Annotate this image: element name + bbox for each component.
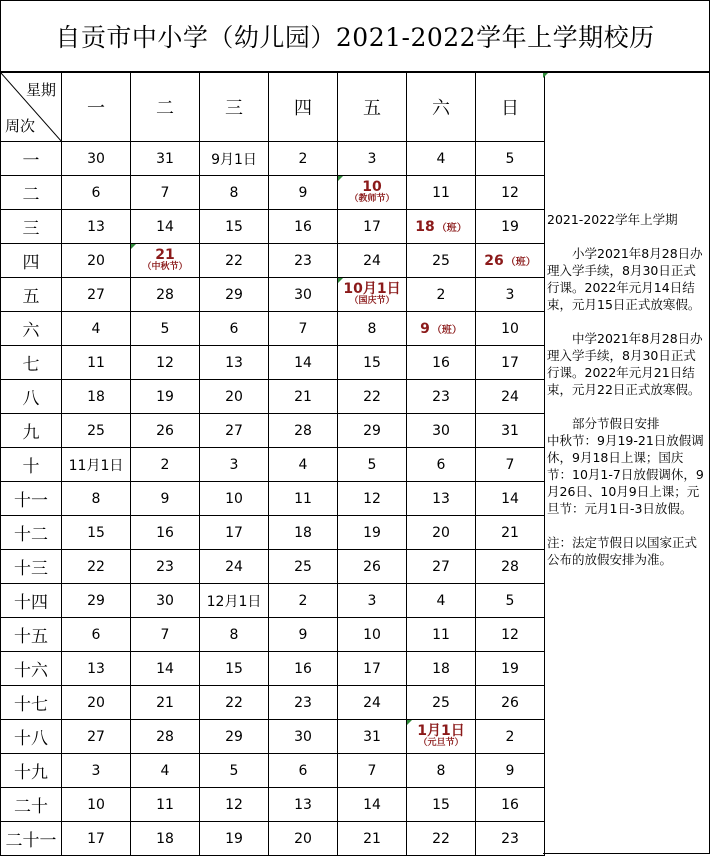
date-cell: 22 (338, 380, 407, 414)
date-value: 1月1日 (417, 723, 465, 740)
week-label: 十二 (1, 516, 62, 550)
week-label: 十六 (1, 652, 62, 686)
date-cell: 8 (200, 176, 269, 210)
date-cell: 16 (269, 652, 338, 686)
weekday-header: 六 (407, 73, 476, 142)
date-cell: 2 (407, 278, 476, 312)
date-cell: 13 (407, 482, 476, 516)
date-cell: 14 (131, 652, 200, 686)
date-cell: 27 (62, 720, 131, 754)
date-cell: 10 (338, 618, 407, 652)
date-cell: 23 (407, 380, 476, 414)
date-cell: 11月1日 (62, 448, 131, 482)
week-label: 六 (1, 312, 62, 346)
date-cell: 21 (338, 822, 407, 856)
date-cell: 11 (62, 346, 131, 380)
date-cell: 25 (62, 414, 131, 448)
date-cell: 12 (200, 788, 269, 822)
date-cell: 22 (407, 822, 476, 856)
date-cell: 4 (131, 754, 200, 788)
date-cell: 14 (476, 482, 545, 516)
date-cell: 22 (200, 244, 269, 278)
date-cell: 28 (131, 278, 200, 312)
date-cell: 6 (62, 618, 131, 652)
date-cell: 17 (62, 822, 131, 856)
date-cell: 3 (200, 448, 269, 482)
date-cell: 7 (338, 754, 407, 788)
date-cell: 17 (338, 210, 407, 244)
week-row (1, 142, 545, 176)
date-value: 9 (420, 320, 430, 337)
week-row (1, 754, 545, 788)
week-row (1, 822, 545, 856)
date-cell: 13 (269, 788, 338, 822)
date-cell: 3 (62, 754, 131, 788)
date-cell: 21 (131, 686, 200, 720)
date-cell: 5 (200, 754, 269, 788)
date-cell: 29 (338, 414, 407, 448)
date-cell: 30 (62, 142, 131, 176)
date-cell: 12 (338, 482, 407, 516)
date-cell (338, 176, 407, 210)
date-cell: 5 (131, 312, 200, 346)
week-row (1, 210, 545, 244)
week-label: 十七 (1, 686, 62, 720)
week-row (1, 312, 545, 346)
date-cell: 5 (338, 448, 407, 482)
date-cell: 26 (338, 550, 407, 584)
week-row (1, 482, 545, 516)
date-cell: 26 (476, 686, 545, 720)
date-cell: 7 (131, 618, 200, 652)
date-cell: 14 (338, 788, 407, 822)
week-row (1, 584, 545, 618)
date-cell: 8 (338, 312, 407, 346)
date-cell: 11 (131, 788, 200, 822)
week-label: 四 (1, 244, 62, 278)
date-cell (407, 720, 476, 754)
week-row (1, 278, 545, 312)
week-label: 三 (1, 210, 62, 244)
week-label: 七 (1, 346, 62, 380)
week-label: 八 (1, 380, 62, 414)
holiday-note: （国庆节） (349, 296, 395, 307)
weekday-header: 二 (131, 73, 200, 142)
date-cell (407, 210, 476, 244)
date-cell: 16 (476, 788, 545, 822)
date-cell: 28 (269, 414, 338, 448)
week-label: 十 (1, 448, 62, 482)
date-cell: 19 (476, 652, 545, 686)
holiday-note: （中秋节） (142, 262, 188, 273)
date-cell: 24 (200, 550, 269, 584)
date-cell: 29 (62, 584, 131, 618)
date-cell: 12 (131, 346, 200, 380)
date-cell: 29 (200, 720, 269, 754)
date-cell (407, 312, 476, 346)
date-cell: 4 (407, 584, 476, 618)
date-cell: 11 (407, 618, 476, 652)
date-cell: 30 (131, 584, 200, 618)
date-value: 21 (155, 247, 175, 264)
cell-marker (407, 720, 412, 725)
corner-week-label: 周次 (5, 117, 36, 135)
notes-text: 2021-2022学年上学期 小学2021年8月28日办理入学手续，8月30日正式行课。2022年元月14日结束，元月15日正式放寒假。 中学2021年8月28日办理入学手续，8月30日正式行课。2022年元月21日结束，元月22日正式放寒假。 部分节假日安排 中秋节：9月19-21日放假调休，9月18日上课；国庆节：10月1-7日放假调休，9月26日、10月9日上课；元旦节：元月1日-3日放假。 注：法定节假日以国家正式公布的放假安排为准。 (547, 212, 704, 567)
date-cell: 5 (476, 142, 545, 176)
date-cell: 24 (338, 686, 407, 720)
corner-weekday-label: 星期 (25, 81, 56, 99)
holiday-note: （元旦节） (418, 738, 464, 749)
date-cell: 27 (407, 550, 476, 584)
cell-marker (338, 278, 343, 283)
date-cell: 23 (269, 686, 338, 720)
date-cell: 4 (269, 448, 338, 482)
header-corner (1, 73, 62, 142)
corner-marker (543, 73, 548, 78)
date-cell: 2 (476, 720, 545, 754)
date-cell: 20 (269, 822, 338, 856)
date-cell: 24 (476, 380, 545, 414)
date-cell: 8 (200, 618, 269, 652)
week-label: 十一 (1, 482, 62, 516)
date-cell: 31 (131, 142, 200, 176)
holiday-date (338, 180, 406, 204)
date-value: 18 (415, 218, 435, 235)
date-cell: 22 (200, 686, 269, 720)
date-cell: 19 (200, 822, 269, 856)
holiday-date (338, 282, 406, 306)
holiday-note: （班） (436, 222, 467, 234)
date-cell: 12 (476, 176, 545, 210)
date-cell: 2 (269, 142, 338, 176)
week-label: 十九 (1, 754, 62, 788)
holiday-date (407, 724, 475, 748)
date-cell: 23 (269, 244, 338, 278)
date-cell: 16 (269, 210, 338, 244)
holiday-date (407, 321, 475, 337)
week-row (1, 346, 545, 380)
week-label: 二十一 (1, 822, 62, 856)
date-cell: 8 (407, 754, 476, 788)
date-cell: 23 (131, 550, 200, 584)
weekday-header: 一 (62, 73, 131, 142)
date-cell: 7 (269, 312, 338, 346)
date-cell: 16 (131, 516, 200, 550)
date-cell: 20 (62, 244, 131, 278)
date-cell: 9月1日 (200, 142, 269, 176)
cell-marker (338, 176, 343, 181)
date-cell: 9 (269, 176, 338, 210)
week-label: 十三 (1, 550, 62, 584)
date-cell: 6 (407, 448, 476, 482)
date-cell: 9 (131, 482, 200, 516)
date-value: 10月1日 (343, 281, 401, 298)
week-label: 十八 (1, 720, 62, 754)
date-cell: 27 (62, 278, 131, 312)
date-cell: 8 (62, 482, 131, 516)
date-cell: 18 (269, 516, 338, 550)
date-value: 26 (484, 252, 504, 269)
calendar-table (0, 72, 545, 856)
weekday-header: 三 (200, 73, 269, 142)
date-cell: 20 (407, 516, 476, 550)
week-row (1, 788, 545, 822)
week-row (1, 176, 545, 210)
date-cell: 14 (269, 346, 338, 380)
date-cell: 22 (62, 550, 131, 584)
date-cell: 15 (200, 210, 269, 244)
date-cell: 9 (476, 754, 545, 788)
date-cell: 29 (200, 278, 269, 312)
week-row (1, 448, 545, 482)
date-cell: 31 (338, 720, 407, 754)
date-cell: 9 (269, 618, 338, 652)
date-cell: 26 (131, 414, 200, 448)
date-cell: 19 (476, 210, 545, 244)
date-cell: 7 (476, 448, 545, 482)
date-cell: 10 (200, 482, 269, 516)
date-cell: 14 (131, 210, 200, 244)
date-cell: 15 (62, 516, 131, 550)
date-cell: 17 (200, 516, 269, 550)
page-title: 自贡市中小学（幼儿园）2021-2022学年上学期校历 (0, 0, 710, 72)
date-cell: 16 (407, 346, 476, 380)
date-cell: 19 (338, 516, 407, 550)
date-cell: 6 (200, 312, 269, 346)
date-cell: 30 (269, 278, 338, 312)
week-label: 九 (1, 414, 62, 448)
week-row (1, 720, 545, 754)
holiday-date (476, 253, 544, 269)
holiday-note: （班） (431, 324, 462, 336)
date-cell: 10 (62, 788, 131, 822)
week-label: 一 (1, 142, 62, 176)
week-row (1, 244, 545, 278)
date-cell: 11 (269, 482, 338, 516)
date-cell: 6 (62, 176, 131, 210)
date-cell: 15 (338, 346, 407, 380)
date-cell: 21 (476, 516, 545, 550)
date-cell: 15 (200, 652, 269, 686)
date-cell: 17 (476, 346, 545, 380)
holiday-note: （教师节） (349, 194, 395, 205)
date-cell: 18 (62, 380, 131, 414)
date-cell: 4 (62, 312, 131, 346)
week-row (1, 652, 545, 686)
date-cell: 15 (407, 788, 476, 822)
date-cell: 17 (338, 652, 407, 686)
date-cell: 24 (338, 244, 407, 278)
date-cell: 30 (407, 414, 476, 448)
week-label: 十五 (1, 618, 62, 652)
date-cell: 2 (131, 448, 200, 482)
date-cell: 4 (407, 142, 476, 176)
date-cell: 28 (476, 550, 545, 584)
holiday-date (407, 219, 475, 235)
week-row (1, 550, 545, 584)
weekday-header: 五 (338, 73, 407, 142)
week-row (1, 686, 545, 720)
date-cell: 12 (476, 618, 545, 652)
date-cell: 10 (476, 312, 545, 346)
holiday-date (131, 248, 199, 272)
date-cell: 18 (131, 822, 200, 856)
date-cell: 6 (269, 754, 338, 788)
date-cell: 3 (338, 142, 407, 176)
date-cell: 31 (476, 414, 545, 448)
date-cell: 13 (62, 652, 131, 686)
date-cell (131, 244, 200, 278)
date-cell: 2 (269, 584, 338, 618)
week-label: 二十 (1, 788, 62, 822)
holiday-note: （班） (505, 256, 536, 268)
date-cell: 21 (269, 380, 338, 414)
date-cell: 13 (62, 210, 131, 244)
week-label: 五 (1, 278, 62, 312)
date-cell: 19 (131, 380, 200, 414)
week-row (1, 414, 545, 448)
date-cell: 25 (407, 686, 476, 720)
weekday-header: 日 (476, 73, 545, 142)
weekday-header: 四 (269, 73, 338, 142)
header-row (1, 73, 545, 142)
date-cell: 25 (269, 550, 338, 584)
date-cell: 12月1日 (200, 584, 269, 618)
week-label: 十四 (1, 584, 62, 618)
date-cell: 27 (200, 414, 269, 448)
date-cell: 11 (407, 176, 476, 210)
week-label: 二 (1, 176, 62, 210)
date-cell: 28 (131, 720, 200, 754)
date-cell: 20 (200, 380, 269, 414)
date-cell (338, 278, 407, 312)
week-row (1, 618, 545, 652)
date-cell: 30 (269, 720, 338, 754)
date-value: 10 (362, 179, 382, 196)
cell-marker (131, 244, 136, 249)
date-cell: 20 (62, 686, 131, 720)
date-cell: 18 (407, 652, 476, 686)
date-cell: 13 (200, 346, 269, 380)
date-cell (476, 244, 545, 278)
notes-panel (543, 72, 710, 854)
week-row (1, 516, 545, 550)
date-cell: 23 (476, 822, 545, 856)
date-cell: 7 (131, 176, 200, 210)
date-cell: 3 (476, 278, 545, 312)
date-cell: 5 (476, 584, 545, 618)
date-cell: 25 (407, 244, 476, 278)
week-row (1, 380, 545, 414)
date-cell: 3 (338, 584, 407, 618)
